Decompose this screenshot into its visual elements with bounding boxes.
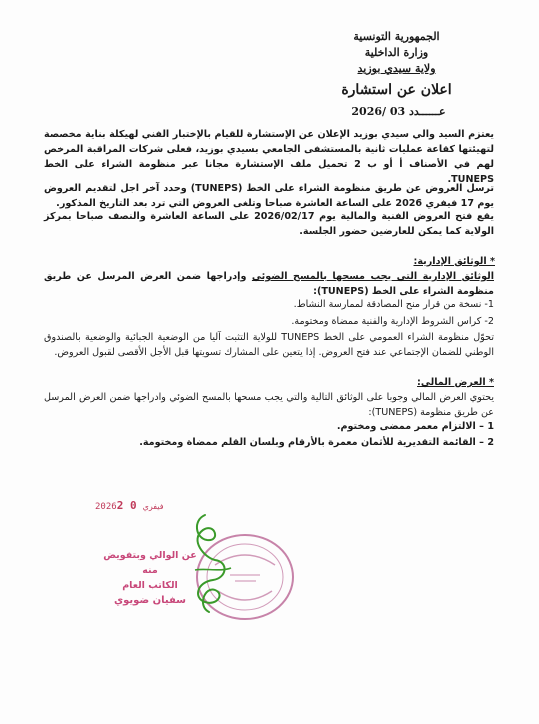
reference-number: [254, 105, 539, 118]
admin-doc-item-2: 2- كراس الشروط الإدارية والفنية ممضاة ومختومة.: [291, 316, 494, 327]
header-governorate: ولاية سيدي بوزيد: [357, 62, 436, 75]
date-stamp-year: 2026: [95, 502, 117, 512]
admin-docs-title: * الوثائق الإدارية:: [413, 256, 495, 267]
signature-stamp: [95, 548, 205, 608]
admin-doc-item-1: 1- نسخة من قرار منح المصادقة لممارسة النشاط.: [293, 299, 494, 310]
date-stamp: [95, 499, 170, 512]
financial-offer-heading: [44, 375, 494, 390]
admin-docs-intro-underlined: الوثائق الإدارية التي يجب مسحها بالمسح الضوئي: [251, 271, 494, 282]
admin-docs-note: تحوّل منظومة الشراء العمومي على الخط TUNEPS للولاية التثبت آليا من الوضعية الجبائية والوضعية بالصندوق الوطني للضمان الإجتماعي عند فتح العروض. إذا يتعين على المشارك تسويتها قبل الأجل الأقصى لقبول العروض.: [44, 332, 494, 358]
date-stamp-month: فيفري: [142, 502, 164, 511]
admin-docs-intro: [44, 269, 494, 299]
financial-offer-title: * العرض المالي:: [417, 377, 494, 388]
announcement-paragraph: يعتزم السيد والي سيدي بوزيد الإعلان عن الإستشارة للقيام بالإختبار الفني لهيكلة بناية مخصصة لتهيئتها كقاعة عمليات ثانية بالمستشفى الجامعي بسيدي بوزيد، فعلى شركات المراقبة المرخص لهم في الأصناف أ أو ب 2 تحميل ملف الإستشارة مجانا عبر منظومة الشراء على الخط TUNEPS.: [44, 129, 494, 185]
admin-docs-intro-rest: وإدراجها ضمن العرض المرسل عن طريق منظومة الشراء على الخط (TUNEPS):: [44, 271, 494, 297]
financial-item-1: 1 – الالتزام معمر ممضى ومختوم.: [336, 421, 494, 432]
signatory-name: سفيان ضويوي: [113, 595, 186, 606]
reference-value: 03 /2026: [351, 105, 406, 118]
header-ministry: وزارة الداخلية: [364, 46, 429, 59]
header-republic: الجمهورية التونسية: [353, 30, 440, 43]
financial-item-2: 2 – القائمة التقديرية للأثمان معمرة بالأرقام وبلسان القلم ممضاة ومختومة.: [139, 437, 494, 448]
admin-docs-heading: [45, 254, 495, 269]
signature-line-delegation: عن الوالي وبتفويض منه: [103, 550, 197, 576]
reference-label: عــــــدد: [409, 105, 446, 118]
opening-paragraph: يقع فتح العروض الفنية والمالية يوم 2026/02/17 على الساعة العاشرة والنصف صباحا بمركز الولاية كما يمكن للعارضين حضور الجلسة.: [44, 211, 494, 237]
financial-offer-intro: يحتوي العرض المالي وجوبا على الوثائق التالية والتي يجب مسحها بالمسح الضوئي وادراجها ضمن العرض المرسل عن طريق منظومة (TUNEPS):: [44, 392, 494, 418]
date-stamp-day: 0 2: [116, 499, 137, 512]
submission-paragraph: ترسل العروض عن طريق منظومة الشراء على الخط (TUNEPS) وحدد آخر اجل لتقديم العروض يوم 17 فيفري 2026 على الساعة العاشرة صباحا وتلغى العروض التي ترد بعد التاريخ المذكور.: [44, 183, 494, 209]
signature-line-title: الكاتب العام: [122, 580, 178, 591]
document-title: اعلان عن استشارة: [341, 82, 452, 98]
